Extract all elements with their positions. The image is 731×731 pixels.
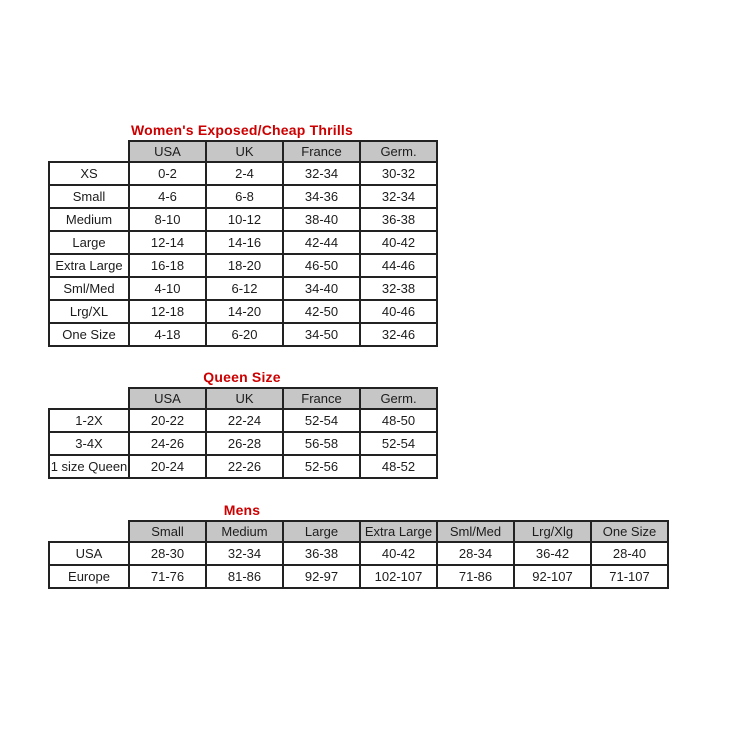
size-value-cell: 92-107 [514,565,591,588]
size-value-cell: 42-50 [283,300,360,323]
mens-table-title: Mens [223,502,261,518]
size-value-cell: 52-56 [283,455,360,478]
size-value-cell: 40-42 [360,231,437,254]
size-value-cell: 32-38 [360,277,437,300]
size-value-cell: 14-20 [206,300,283,323]
row-label: XS [49,162,129,185]
size-value-cell: 30-32 [360,162,437,185]
column-header: USA [129,388,206,409]
size-value-cell: 38-40 [283,208,360,231]
table-row [49,231,437,254]
row-label: Sml/Med [49,277,129,300]
size-value-cell: 44-46 [360,254,437,277]
row-label: Extra Large [49,254,129,277]
size-value-cell: 48-50 [360,409,437,432]
column-header: Lrg/Xlg [514,521,591,542]
size-value-cell: 48-52 [360,455,437,478]
size-value-cell: 32-34 [360,185,437,208]
size-value-cell: 32-34 [206,542,283,565]
table-row [49,432,437,455]
column-header: France [283,388,360,409]
row-label: Small [49,185,129,208]
row-label: Lrg/XL [49,300,129,323]
size-value-cell: 36-38 [360,208,437,231]
column-header: Extra Large [360,521,437,542]
row-label: 1-2X [49,409,129,432]
corner-cell [49,521,129,542]
size-value-cell: 20-22 [129,409,206,432]
size-value-cell: 36-42 [514,542,591,565]
size-value-cell: 4-10 [129,277,206,300]
column-header: Germ. [360,141,437,162]
size-value-cell: 42-44 [283,231,360,254]
size-value-cell: 52-54 [360,432,437,455]
mens-size-chart-section [48,503,669,589]
row-label: Large [49,231,129,254]
table-header-row [49,521,668,542]
column-header: Large [283,521,360,542]
row-label: USA [49,542,129,565]
size-value-cell: 71-76 [129,565,206,588]
table-row [49,455,437,478]
size-value-cell: 0-2 [129,162,206,185]
size-value-cell: 34-50 [283,323,360,346]
column-header: France [283,141,360,162]
size-value-cell: 10-12 [206,208,283,231]
size-value-cell: 34-36 [283,185,360,208]
womens-size-table [48,140,438,347]
size-value-cell: 36-38 [283,542,360,565]
size-value-cell: 56-58 [283,432,360,455]
size-value-cell: 2-4 [206,162,283,185]
size-value-cell: 12-18 [129,300,206,323]
corner-cell [49,141,129,162]
table-row [49,300,437,323]
row-label: Europe [49,565,129,588]
column-header: USA [129,141,206,162]
table-row [49,162,437,185]
table-row [49,565,668,588]
queen-size-chart-section [48,370,438,479]
size-value-cell: 14-16 [206,231,283,254]
size-value-cell: 40-46 [360,300,437,323]
size-value-cell: 6-12 [206,277,283,300]
row-label: 1 size Queen [49,455,129,478]
column-header: Sml/Med [437,521,514,542]
size-value-cell: 34-40 [283,277,360,300]
size-value-cell: 22-26 [206,455,283,478]
size-value-cell: 32-34 [283,162,360,185]
size-value-cell: 92-97 [283,565,360,588]
size-value-cell: 4-6 [129,185,206,208]
size-value-cell: 81-86 [206,565,283,588]
row-label: Medium [49,208,129,231]
size-value-cell: 22-24 [206,409,283,432]
queen-table-title: Queen Size [203,369,281,385]
size-value-cell: 12-14 [129,231,206,254]
size-value-cell: 20-24 [129,455,206,478]
size-value-cell: 40-42 [360,542,437,565]
size-value-cell: 16-18 [129,254,206,277]
row-label: 3-4X [49,432,129,455]
column-header: Germ. [360,388,437,409]
womens-size-chart-section [48,123,438,347]
size-value-cell: 6-20 [206,323,283,346]
size-value-cell: 28-30 [129,542,206,565]
size-value-cell: 102-107 [360,565,437,588]
size-value-cell: 18-20 [206,254,283,277]
column-header: UK [206,141,283,162]
table-header-row [49,388,437,409]
table-row [49,208,437,231]
size-value-cell: 26-28 [206,432,283,455]
corner-cell [49,388,129,409]
mens-size-table [48,520,669,589]
size-value-cell: 71-86 [437,565,514,588]
table-row [49,409,437,432]
table-row [49,254,437,277]
table-row [49,323,437,346]
size-value-cell: 71-107 [591,565,668,588]
size-value-cell: 24-26 [129,432,206,455]
column-header: Medium [206,521,283,542]
table-header-row [49,141,437,162]
column-header: One Size [591,521,668,542]
size-value-cell: 6-8 [206,185,283,208]
size-value-cell: 28-40 [591,542,668,565]
column-header: Small [129,521,206,542]
queen-size-table [48,387,438,479]
size-value-cell: 32-46 [360,323,437,346]
table-row [49,277,437,300]
row-label: One Size [49,323,129,346]
table-row [49,542,668,565]
size-value-cell: 8-10 [129,208,206,231]
column-header: UK [206,388,283,409]
size-value-cell: 28-34 [437,542,514,565]
size-value-cell: 52-54 [283,409,360,432]
size-value-cell: 4-18 [129,323,206,346]
size-value-cell: 46-50 [283,254,360,277]
womens-table-title: Women's Exposed/Cheap Thrills [130,122,354,138]
table-row [49,185,437,208]
